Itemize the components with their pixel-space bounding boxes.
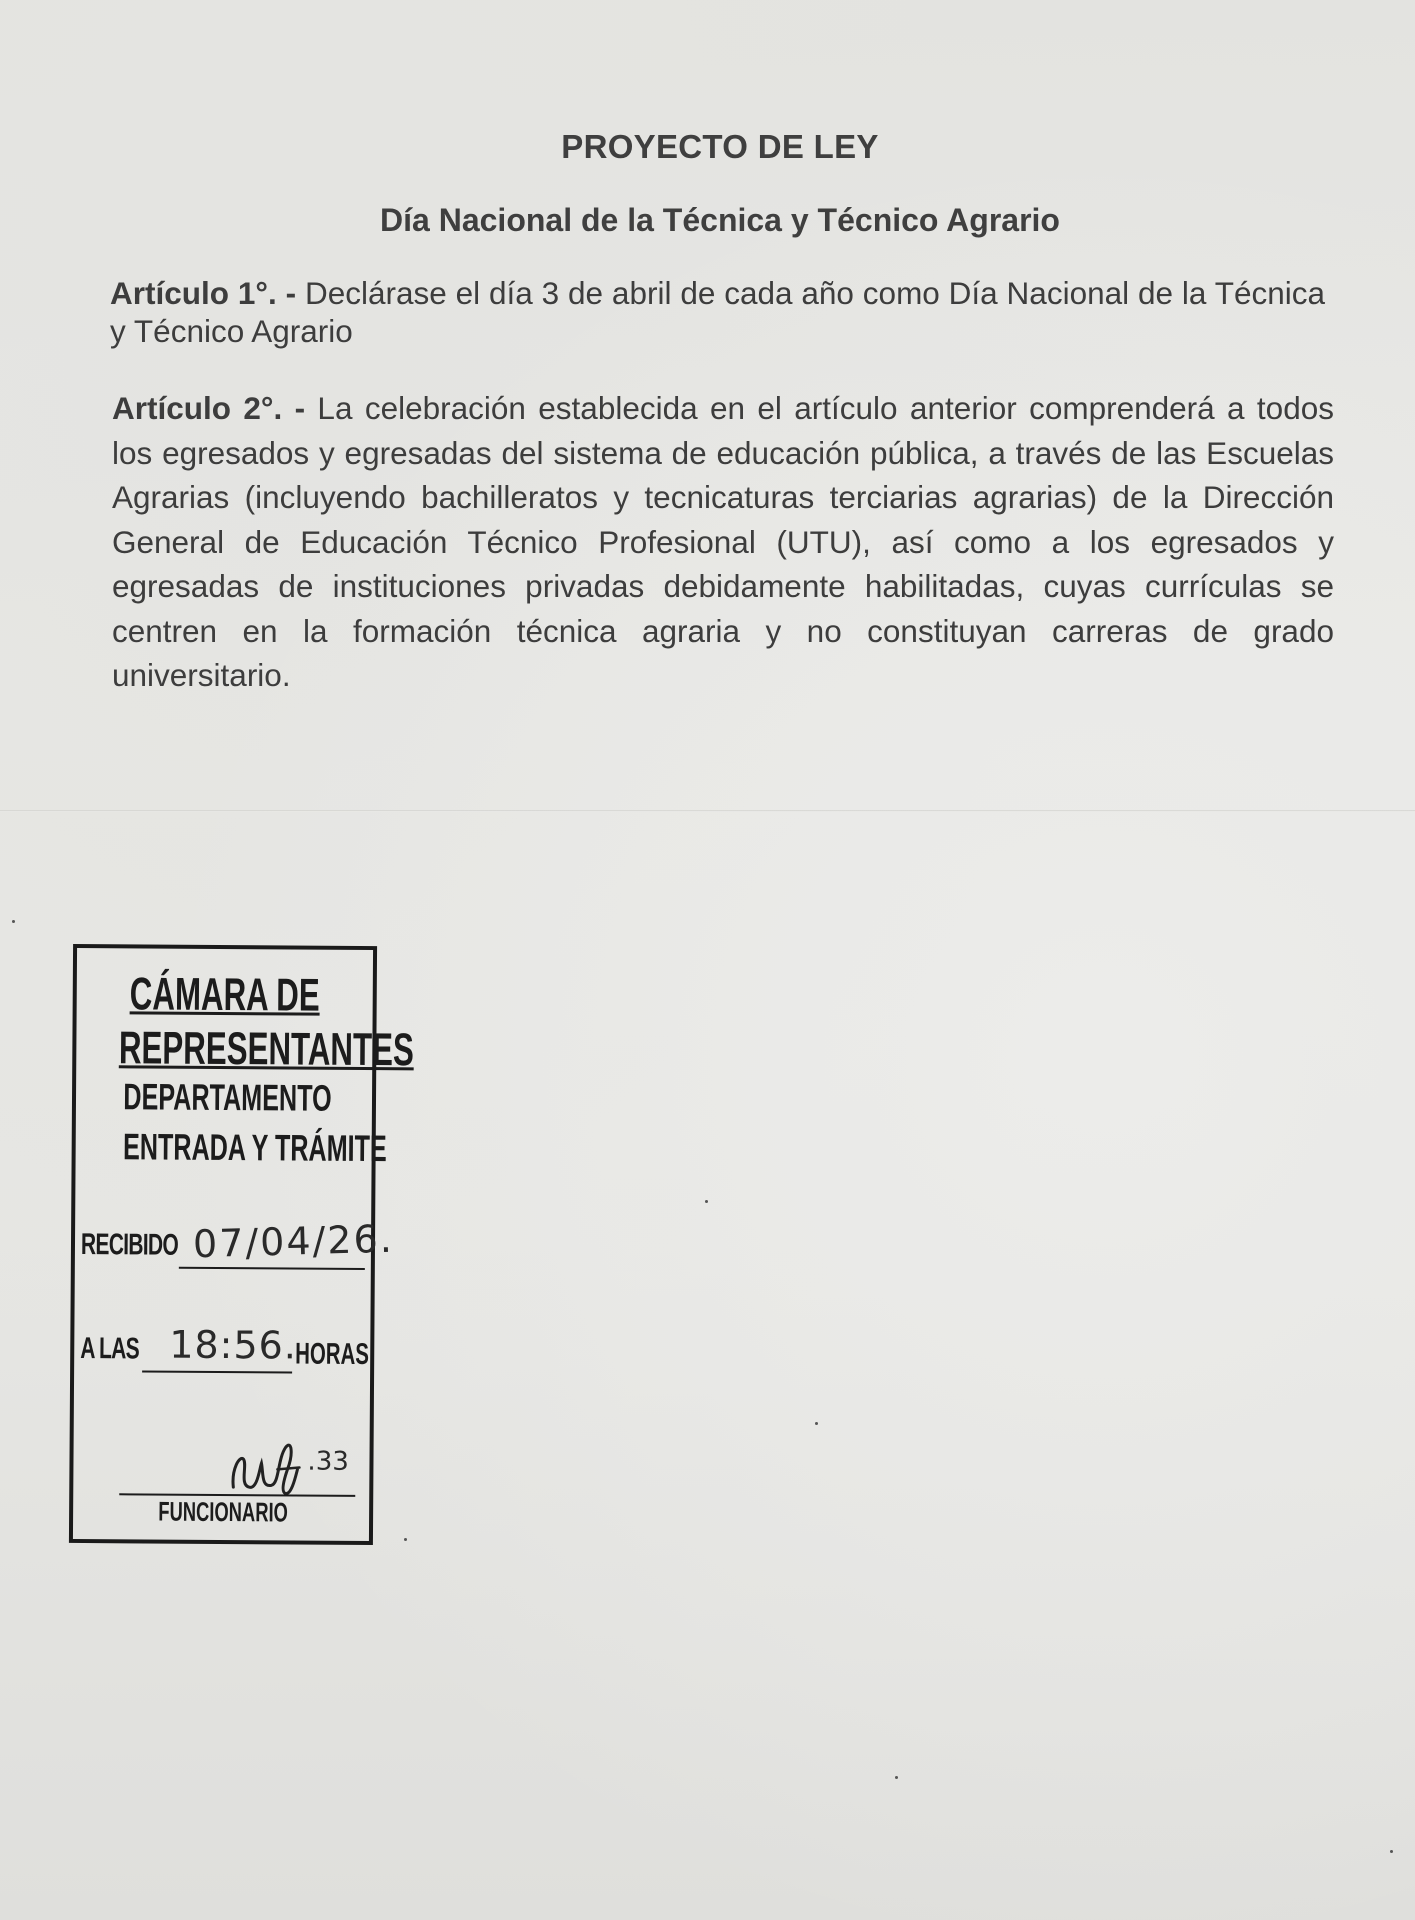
article-1-label: Artículo 1°. -: [110, 275, 297, 311]
stamp-horas-label: HORAS: [295, 1337, 370, 1372]
signature-number: .33: [307, 1446, 349, 1477]
stamp-signature: [225, 1429, 375, 1500]
stamp-entrada-tramite: ENTRADA Y TRÁMITE: [122, 1126, 387, 1170]
paper-speck: [404, 1538, 407, 1541]
article-1: [110, 274, 1325, 350]
document-subheading: Día Nacional de la Técnica y Técnico Agrario: [380, 202, 1060, 238]
paper-speck: [895, 1776, 898, 1779]
stamp-recibido-rule: [179, 1267, 365, 1270]
article-2-label: Artículo 2°. -: [112, 390, 306, 426]
stamp-camara: CÁMARA DE: [129, 967, 320, 1021]
article-1-text: Declárase el día 3 de abril de cada año como Día Nacional de la Técnica y Técnico Agrario: [110, 275, 1325, 349]
paper-fold-line: [0, 810, 1415, 812]
stamp-representantes: REPRESENTANTES: [118, 1021, 414, 1076]
stamp-alas-rule: [142, 1370, 292, 1373]
stamp-recibido-value: 07/04/26.: [192, 1216, 395, 1267]
document-heading: PROYECTO DE LEY: [561, 128, 879, 165]
stamp-alas-label: A LAS: [80, 1332, 140, 1366]
paper-speck: [815, 1422, 818, 1425]
stamp-recibido-label: RECIBIDO: [80, 1228, 179, 1262]
stamp-funcionario-label: FUNCIONARIO: [158, 1496, 289, 1528]
article-2: [112, 386, 1334, 698]
stamp-departamento: DEPARTAMENTO: [123, 1076, 332, 1119]
stamp-alas-value: 18:56.: [169, 1322, 298, 1368]
paper-speck: [705, 1200, 708, 1203]
paper-speck: [1390, 1850, 1393, 1853]
article-2-text: La celebración establecida en el artículo anterior comprenderá a todos los egresados y egresadas del sistema de educación pública, a través de las Escuelas Agrarias (incluyendo bachilleratos y tecnicaturas terciarias agrarias) de la Dirección General de Educación Técnico Profesional (UTU), así como a los egresados y egresadas de instituciones privadas debidamente habilitadas, cuyas currículas se centren en la formación técnica agraria y no constituyan carreras de grado universitario.: [112, 390, 1334, 693]
paper-speck: [12, 920, 15, 923]
reception-stamp: [69, 944, 414, 1545]
